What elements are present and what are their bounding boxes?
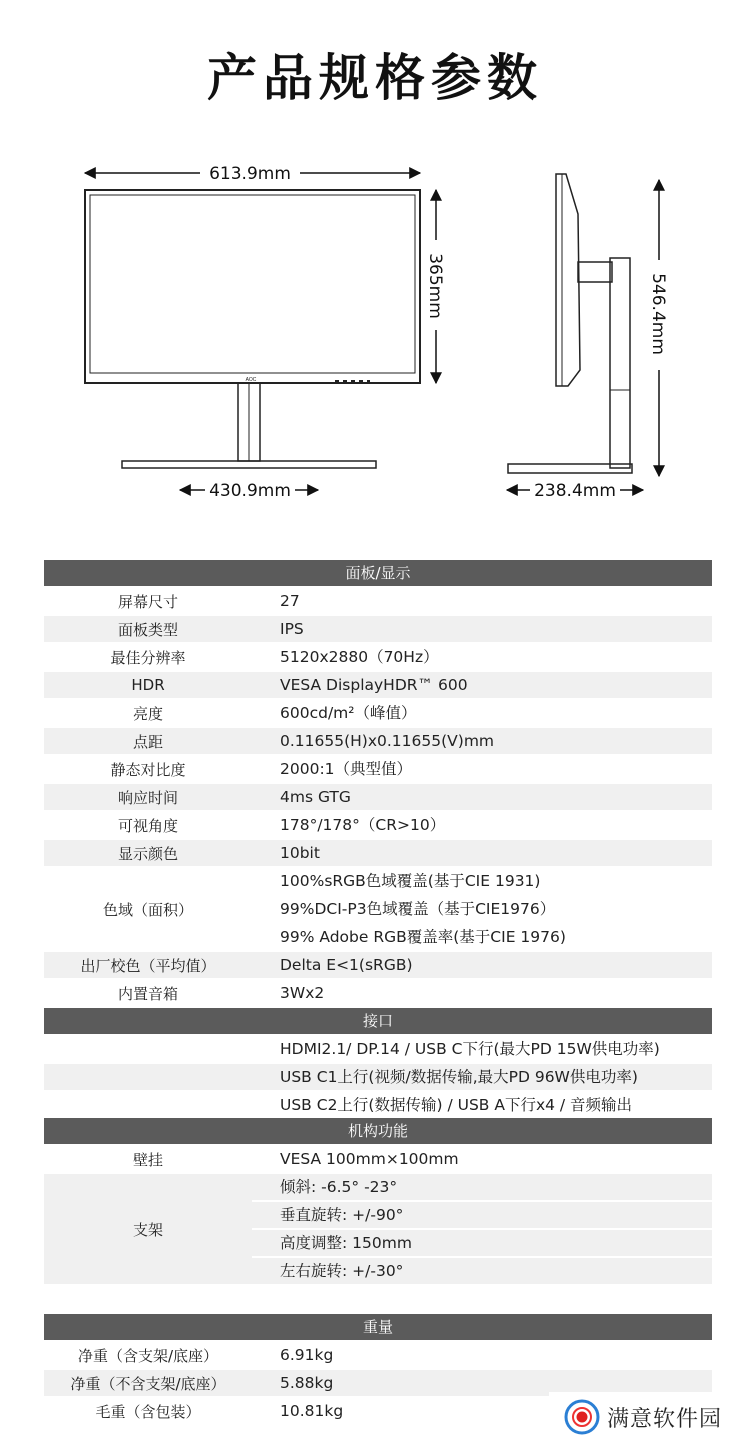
front-view	[85, 190, 420, 468]
section-header: 接口	[44, 1008, 712, 1034]
spec-value: 3Wx2	[280, 984, 325, 1002]
spec-label: 内置音箱	[117, 984, 178, 1003]
spec-label: 净重（不含支架/底座）	[44, 1370, 252, 1396]
red-dot-circle-icon	[563, 1398, 601, 1436]
spec-value: 4ms GTG	[252, 784, 712, 810]
spec-value: 6.91kg	[280, 1346, 334, 1364]
side-column	[610, 258, 630, 468]
spec-section	[44, 560, 712, 1006]
spec-row	[44, 1342, 712, 1368]
dim-height-total: 546.4mm	[648, 273, 668, 355]
spec-section	[44, 1008, 712, 1118]
page-title: 产品规格参数	[207, 49, 543, 107]
spec-row	[44, 1174, 712, 1284]
dim-height-panel: 365mm	[425, 253, 445, 319]
spec-value: 10.81kg	[280, 1402, 344, 1420]
spec-label	[44, 1036, 252, 1062]
spec-value: 100%sRGB色域覆盖(基于CIE 1931)	[280, 872, 541, 890]
side-view	[508, 174, 632, 473]
spec-section	[44, 1118, 712, 1284]
spec-label: 净重（含支架/底座）	[77, 1346, 219, 1365]
spec-label: 点距	[44, 728, 252, 754]
spec-label: 静态对比度	[110, 760, 186, 779]
dim-width-front: 613.9mm	[209, 164, 291, 184]
spec-row	[44, 1064, 712, 1090]
spec-row	[44, 588, 712, 614]
section-header: 机构功能	[44, 1118, 712, 1144]
spec-value: 99% Adobe RGB覆盖率(基于CIE 1976)	[280, 928, 566, 946]
watermark	[549, 1392, 750, 1442]
spec-label: 色域（面积）	[102, 900, 193, 919]
spec-row	[44, 1092, 712, 1118]
spec-row	[44, 812, 712, 838]
spec-row	[44, 868, 712, 950]
side-panel	[556, 174, 580, 386]
spec-label: 可视角度	[117, 816, 178, 835]
spec-label: 显示颜色	[44, 840, 252, 866]
spec-value: 0.11655(H)x0.11655(V)mm	[252, 728, 712, 754]
bezel-logo: AOC	[245, 377, 257, 383]
dim-base-width: 430.9mm	[209, 481, 291, 501]
dimension-drawing	[0, 150, 750, 510]
stand-base	[122, 461, 376, 468]
spec-row	[44, 616, 712, 642]
spec-row	[44, 728, 712, 754]
spec-value: 178°/178°（CR>10）	[280, 816, 446, 834]
spec-value: USB C2上行(数据传输) / USB A下行x4 / 音频输出	[280, 1096, 633, 1114]
spec-row	[44, 700, 712, 726]
spec-label: 毛重（含包装）	[95, 1402, 201, 1421]
spec-value: 99%DCI-P3色域覆盖（基于CIE1976）	[280, 900, 556, 918]
spec-row	[44, 1036, 712, 1062]
spec-label: 响应时间	[44, 784, 252, 810]
spec-row	[44, 980, 712, 1006]
spec-value: 10bit	[252, 840, 712, 866]
spec-row	[44, 756, 712, 782]
spec-label: 亮度	[132, 704, 163, 723]
monitor-frame	[85, 190, 420, 383]
spec-value: 5120x2880（70Hz）	[280, 648, 439, 666]
section-header: 重量	[44, 1314, 712, 1340]
spec-row	[44, 840, 712, 866]
monitor-screen	[90, 195, 415, 373]
spec-label: 最佳分辨率	[110, 648, 186, 667]
spec-label	[44, 1092, 252, 1118]
spec-row	[44, 644, 712, 670]
spec-value: USB C1上行(视频/数据传输,最大PD 96W供电功率)	[252, 1064, 712, 1090]
spec-label	[44, 1064, 252, 1090]
spec-value: VESA DisplayHDR™ 600	[252, 672, 712, 698]
spec-value: VESA 100mm×100mm	[280, 1150, 459, 1168]
spec-row	[44, 1146, 712, 1172]
spec-value: 5.88kg	[252, 1370, 712, 1396]
spec-value: 倾斜: -6.5° -23°	[252, 1174, 712, 1200]
spec-value: 左右旋转: +/-30°	[252, 1258, 712, 1284]
spec-label: 面板类型	[44, 616, 252, 642]
spec-row	[44, 952, 712, 978]
spec-value: HDMI2.1/ DP.14 / USB C下行(最大PD 15W供电功率)	[280, 1040, 660, 1058]
section-header: 面板/显示	[44, 560, 712, 586]
spec-value: Delta E<1(sRGB)	[252, 952, 712, 978]
side-hinge	[578, 262, 612, 282]
spec-value: IPS	[252, 616, 712, 642]
spec-label: 出厂校色（平均值）	[44, 952, 252, 978]
watermark-text: 满意软件园	[607, 1406, 723, 1432]
spec-label: HDR	[44, 672, 252, 698]
spec-value: 27	[280, 592, 300, 610]
spec-value: 600cd/m²（峰值）	[280, 704, 417, 722]
spec-value: 垂直旋转: +/-90°	[252, 1202, 712, 1228]
spec-row	[44, 672, 712, 698]
spec-value: 高度调整: 150mm	[252, 1230, 712, 1256]
dim-base-depth: 238.4mm	[534, 481, 616, 501]
spec-label: 支架	[44, 1174, 252, 1284]
spec-row	[44, 784, 712, 810]
spec-value: 2000:1（典型值）	[280, 760, 413, 778]
spec-label: 屏幕尺寸	[117, 592, 178, 611]
spec-label: 壁挂	[132, 1150, 163, 1169]
